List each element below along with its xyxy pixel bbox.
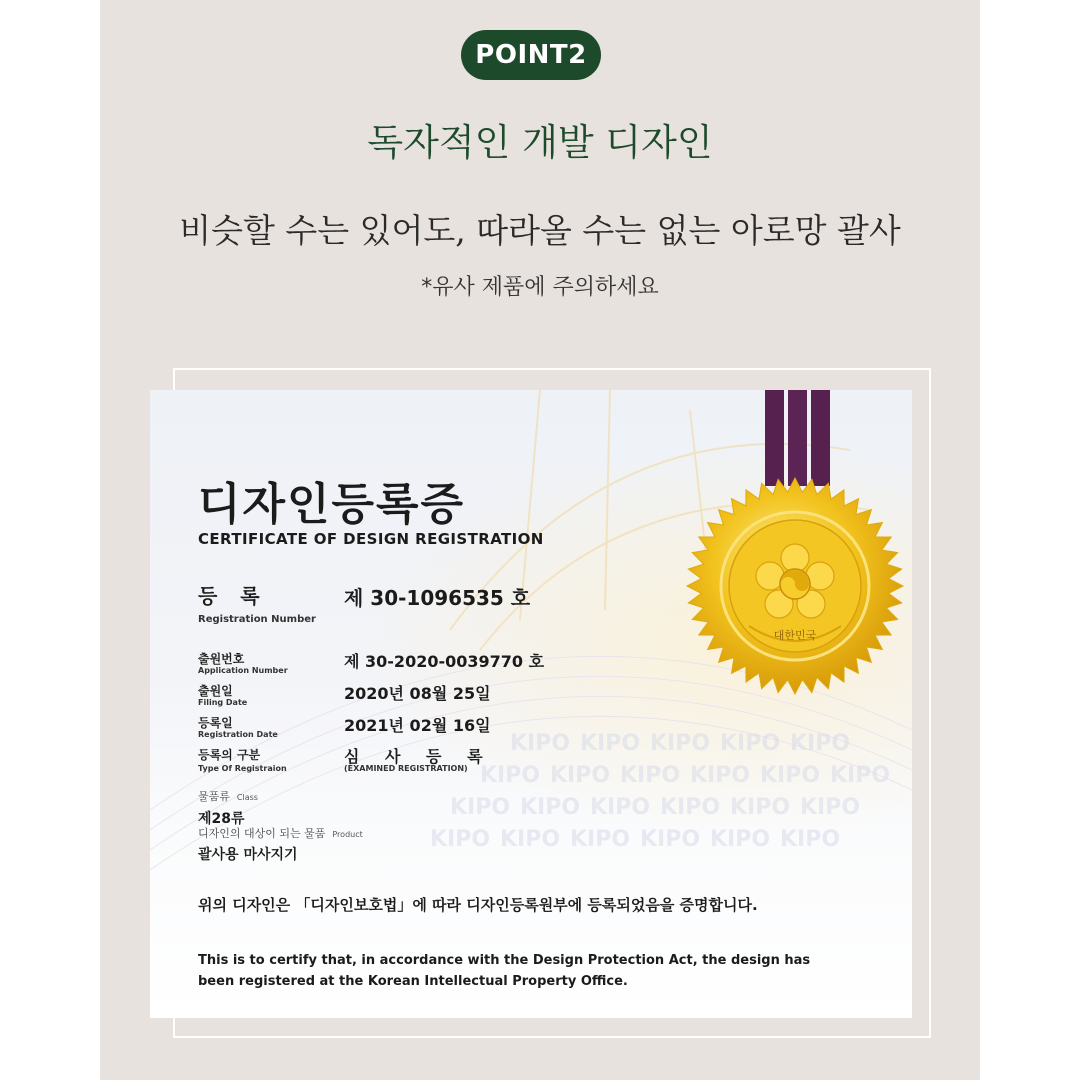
svg-text:KIPO: KIPO xyxy=(720,731,781,756)
svg-text:KIPO: KIPO xyxy=(690,763,751,788)
svg-text:KIPO: KIPO xyxy=(760,763,821,788)
application-label: 출원번호 xyxy=(198,652,245,666)
svg-text:KIPO: KIPO xyxy=(500,827,561,852)
product-label: 디자인의 대상이 되는 물품 Product xyxy=(198,827,363,840)
registration-type-label-en: Type Of Registraion xyxy=(198,764,287,773)
registration-type: 심 사 등 록 xyxy=(344,747,493,766)
svg-text:KIPO: KIPO xyxy=(650,731,711,756)
svg-text:KIPO: KIPO xyxy=(580,731,641,756)
svg-text:KIPO: KIPO xyxy=(830,763,891,788)
svg-text:KIPO: KIPO xyxy=(550,763,611,788)
product-value: 괄사용 마사지기 xyxy=(198,847,298,863)
svg-text:KIPO: KIPO xyxy=(660,795,721,820)
caution-note: *유사 제품에 주의하세요 xyxy=(421,275,659,300)
svg-text:KIPO: KIPO xyxy=(710,827,771,852)
subheadline: 비슷할 수는 있어도, 따라올 수는 없는 아로망 괄사 xyxy=(179,211,901,250)
registration-label: 등 록 xyxy=(198,584,268,608)
svg-text:KIPO: KIPO xyxy=(790,731,851,756)
filing-date-label-en: Filing Date xyxy=(198,698,248,707)
ribbon-stripe xyxy=(811,390,830,486)
certification-statement-en: This is to certify that, in accordance with the Design Protection Act, the design has been registered at the Korean Intellectual Property Office. xyxy=(198,953,811,989)
filing-date-label: 출원일 xyxy=(198,684,233,698)
svg-text:KIPO: KIPO xyxy=(640,827,701,852)
point-badge: POINT2 xyxy=(461,30,601,80)
registration-date: 2021년 02월 16일 xyxy=(344,716,491,735)
svg-text:KIPO: KIPO xyxy=(620,763,681,788)
ribbon-stripe xyxy=(788,390,807,486)
gold-seal-icon xyxy=(685,476,905,696)
registration-type-en: (EXAMINED REGISTRATION) xyxy=(344,764,468,773)
svg-text:KIPO: KIPO xyxy=(780,827,841,852)
svg-text:KIPO: KIPO xyxy=(430,827,491,852)
svg-text:KIPO: KIPO xyxy=(480,763,541,788)
svg-text:KIPO: KIPO xyxy=(800,795,861,820)
svg-text:KIPO: KIPO xyxy=(510,731,571,756)
registration-date-label-en: Registration Date xyxy=(198,730,278,739)
application-label-en: Application Number xyxy=(198,666,288,675)
svg-text:KIPO: KIPO xyxy=(570,827,631,852)
page-background xyxy=(100,0,980,1080)
certification-statement: 위의 디자인은 「디자인보호법」에 따라 디자인등록원부에 등록되었음을 증명합니다. xyxy=(198,896,758,914)
registration-label-en: Registration Number xyxy=(198,614,316,625)
class-label: 물품류 Class xyxy=(198,790,258,803)
ribbon-stripe xyxy=(765,390,784,486)
seal-text: 대한민국 xyxy=(773,629,817,642)
svg-text:KIPO: KIPO xyxy=(520,795,581,820)
svg-text:KIPO: KIPO xyxy=(590,795,651,820)
certificate-image xyxy=(150,390,912,1018)
registration-type-label: 등록의 구분 xyxy=(198,748,261,762)
application-number: 제 30-2020-0039770 호 xyxy=(344,652,545,671)
certificate-title-en: CERTIFICATE OF DESIGN REGISTRATION xyxy=(198,530,544,548)
certificate-title: 디자인등록증 xyxy=(198,479,466,530)
registration-number: 제 30-1096535 호 xyxy=(344,586,531,610)
svg-text:KIPO: KIPO xyxy=(730,795,791,820)
filing-date: 2020년 08월 25일 xyxy=(344,684,491,703)
svg-text:KIPO: KIPO xyxy=(450,795,511,820)
registration-date-label: 등록일 xyxy=(198,716,233,730)
class-value: 제28류 xyxy=(198,811,245,827)
headline: 독자적인 개발 디자인 xyxy=(367,121,713,164)
watermark-pattern xyxy=(430,731,890,852)
